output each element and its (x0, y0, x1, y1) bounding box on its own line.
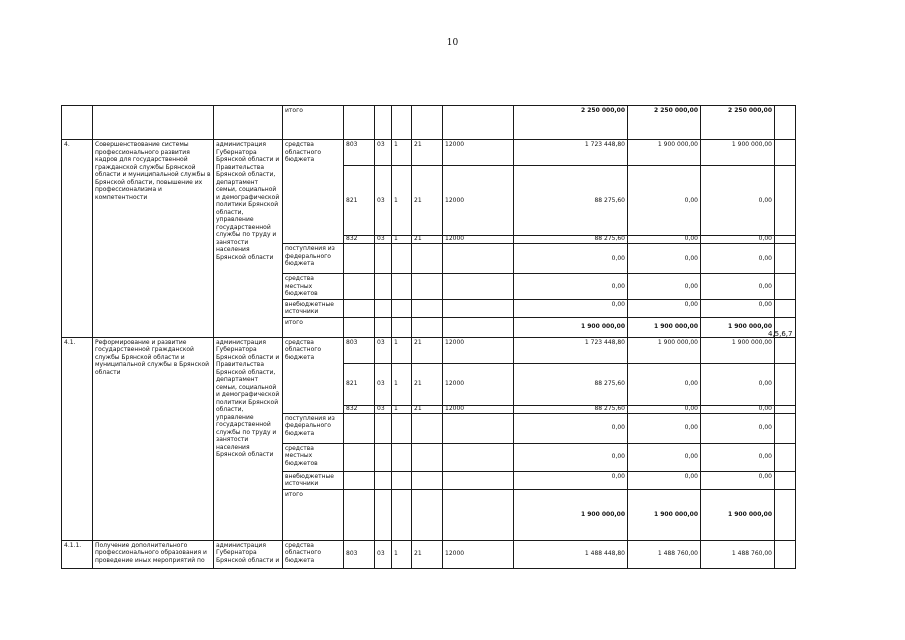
table-row (62, 106, 796, 140)
total-value: 2 250 000,00 (701, 106, 775, 140)
amount: 1 900 000,00 (628, 140, 701, 166)
rz-code: 03 (375, 236, 392, 244)
measure-name: Получение дополнительного профессионального образования и проведение иных мероприятий по (93, 540, 214, 568)
amount: 0,00 (514, 443, 628, 471)
amount: 0,00 (701, 274, 775, 300)
row-number: 4.1.1. (62, 540, 93, 568)
source-label: средства местных бюджетов (283, 274, 344, 300)
amount: 1 488 760,00 (628, 540, 701, 568)
gp-code: 21 (412, 337, 443, 363)
amount: 88 275,60 (514, 363, 628, 405)
amount: 1 900 000,00 (628, 337, 701, 363)
total-label: итого (283, 489, 344, 540)
rz-code: 03 (375, 540, 392, 568)
amount: 0,00 (701, 236, 775, 244)
amount: 0,00 (514, 299, 628, 317)
grbs-code: 803 (344, 540, 375, 568)
amount: 0,00 (701, 244, 775, 274)
amount: 0,00 (628, 299, 701, 317)
measure-name: Совершенствование системы профессионального развития кадров для государственной гражданской службы Брянской области и муниципальной службы в Брянской области, повышение их профессионализма и компетентности (93, 140, 214, 338)
amount: 0,00 (628, 363, 701, 405)
amount: 0,00 (514, 471, 628, 489)
amount: 0,00 (628, 244, 701, 274)
source-label: средства местных бюджетов (283, 443, 344, 471)
amount: 0,00 (514, 244, 628, 274)
pr-code: 1 (392, 236, 412, 244)
amount: 1 488 760,00 (701, 540, 775, 568)
gp-code: 21 (412, 166, 443, 236)
pr-code: 1 (392, 140, 412, 166)
pr-code: 1 (392, 363, 412, 405)
gp-code: 21 (412, 405, 443, 413)
measure-name: Реформирование и развитие государственной гражданской службы Брянской области и муниципальной службы в Брянской области (93, 337, 214, 540)
total-value: 1 900 000,00 (514, 489, 628, 540)
total-label: итого (283, 106, 344, 140)
source-label: средства областного бюджета (283, 540, 344, 568)
row-number: 4.1. (62, 337, 93, 540)
amount: 0,00 (628, 274, 701, 300)
amount: 0,00 (701, 299, 775, 317)
side-note: 4,5,6,7 (768, 330, 793, 338)
amount: 0,00 (628, 413, 701, 443)
amount: 1 900 000,00 (701, 337, 775, 363)
cs-code: 12000 (443, 405, 514, 413)
executor: администрация Губернатора Брянской области и (214, 540, 283, 568)
amount: 0,00 (628, 236, 701, 244)
grbs-code: 803 (344, 140, 375, 166)
pr-code: 1 (392, 337, 412, 363)
amount: 0,00 (701, 471, 775, 489)
executor: администрация Губернатора Брянской области и Правительства Брянской области, департамент семьи, социальной и демографической политики Брянской области, управление государственной службы по труду и занятости населения Брянской области (214, 140, 283, 338)
table-row (62, 540, 796, 568)
budget-table (61, 105, 796, 569)
table-row (62, 140, 796, 166)
rz-code: 03 (375, 363, 392, 405)
cs-code: 12000 (443, 236, 514, 244)
amount: 0,00 (628, 471, 701, 489)
amount: 0,00 (701, 413, 775, 443)
total-value: 1 900 000,00 (628, 317, 701, 337)
source-label: поступления из федерального бюджета (283, 244, 344, 274)
source-label: средства областного бюджета (283, 337, 344, 413)
rz-code: 03 (375, 405, 392, 413)
rz-code: 03 (375, 166, 392, 236)
pr-code: 1 (392, 540, 412, 568)
grbs-code: 832 (344, 405, 375, 413)
cs-code: 12000 (443, 140, 514, 166)
pr-code: 1 (392, 166, 412, 236)
total-value: 2 250 000,00 (628, 106, 701, 140)
source-label: внебюджетные источники (283, 471, 344, 489)
amount: 0,00 (628, 443, 701, 471)
amount: 0,00 (514, 413, 628, 443)
amount: 88 275,60 (514, 166, 628, 236)
source-label: поступления из федерального бюджета (283, 413, 344, 443)
pr-code: 1 (392, 405, 412, 413)
gp-code: 21 (412, 236, 443, 244)
amount: 88 275,60 (514, 405, 628, 413)
amount: 88 275,60 (514, 236, 628, 244)
amount: 0,00 (628, 405, 701, 413)
grbs-code: 832 (344, 236, 375, 244)
amount: 0,00 (701, 405, 775, 413)
cs-code: 12000 (443, 540, 514, 568)
row-number: 4. (62, 140, 93, 338)
grbs-code: 803 (344, 337, 375, 363)
rz-code: 03 (375, 337, 392, 363)
gp-code: 21 (412, 363, 443, 405)
table-row (62, 337, 796, 363)
cs-code: 12000 (443, 363, 514, 405)
amount: 0,00 (701, 166, 775, 236)
grbs-code: 821 (344, 363, 375, 405)
amount: 1 723 448,80 (514, 337, 628, 363)
amount: 0,00 (701, 443, 775, 471)
gp-code: 21 (412, 540, 443, 568)
source-label: внебюджетные источники (283, 299, 344, 317)
total-value: 1 900 000,00 (628, 489, 701, 540)
source-label: средства областного бюджета (283, 140, 344, 244)
executor: администрация Губернатора Брянской области и Правительства Брянской области, департамент семьи, социальной и демографической политики Брянской области, управление государственной службы по труду и занятости населения Брянской области (214, 337, 283, 540)
cs-code: 12000 (443, 166, 514, 236)
rz-code: 03 (375, 140, 392, 166)
total-value: 1 900 000,00 (514, 317, 628, 337)
amount: 0,00 (628, 166, 701, 236)
amount: 1 900 000,00 (701, 140, 775, 166)
total-value: 1 900 000,00 (701, 489, 775, 540)
total-label: итого (283, 317, 344, 337)
amount: 0,00 (514, 274, 628, 300)
amount: 1 488 448,80 (514, 540, 628, 568)
cs-code: 12000 (443, 337, 514, 363)
gp-code: 21 (412, 140, 443, 166)
amount: 0,00 (701, 363, 775, 405)
total-value: 2 250 000,00 (514, 106, 628, 140)
page-number: 10 (446, 38, 459, 48)
grbs-code: 821 (344, 166, 375, 236)
total-value: 1 900 000,00 (701, 317, 775, 337)
amount: 1 723 448,80 (514, 140, 628, 166)
